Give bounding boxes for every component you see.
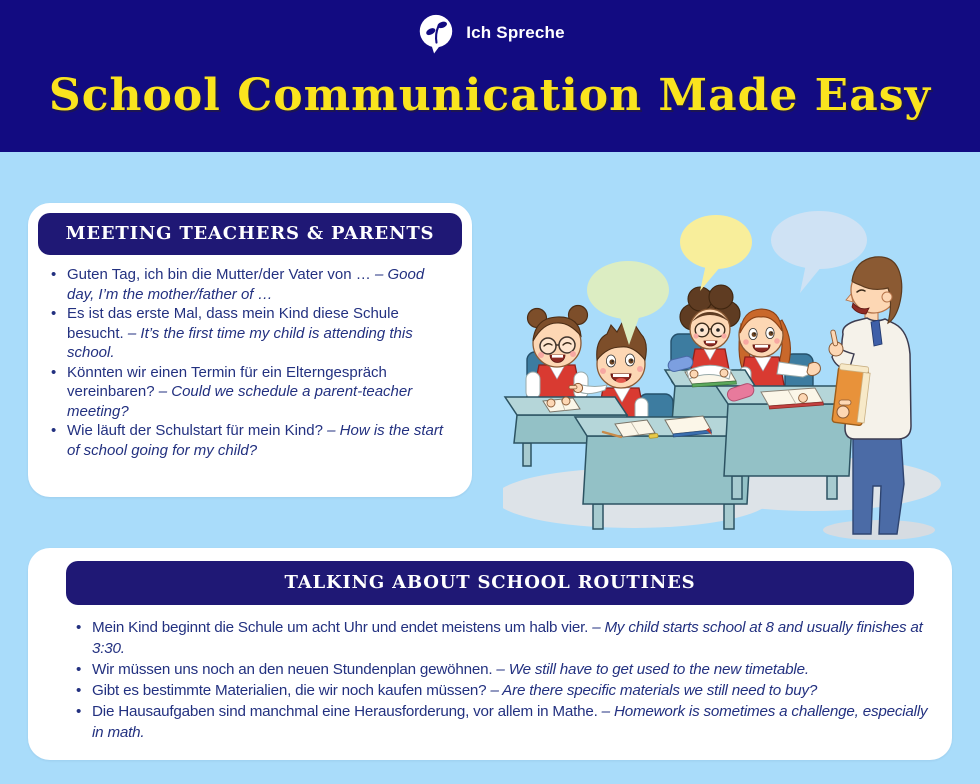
- phrase-list-routines: [28, 609, 952, 743]
- speech-bubble-yellow: [680, 215, 752, 291]
- phrase-item: • Guten Tag, ich bin die Mutter/der Vater von … – Good day, I’m the mother/father of …: [50, 265, 454, 304]
- phrase-item: • Wir müssen uns noch an den neuen Stundenplan gewöhnen. – We still have to get used to the new timetable.: [75, 659, 934, 680]
- phrase-item: • Mein Kind beginnt die Schule um acht Uhr und endet meistens um halb vier. – My child starts school at 8 and usually finishes at 3:30.: [75, 617, 934, 659]
- phrase-item: • Gibt es bestimmte Materialien, die wir noch kaufen müssen? – Are there specific materials we still need to buy?: [75, 680, 934, 701]
- phrase-list-meeting: [28, 261, 472, 460]
- brand-name: Ich Spreche: [466, 23, 565, 42]
- phrase-item: • Die Hausaufgaben sind manchmal eine Herausforderung, vor allem in Mathe. – Homework is sometimes a challenge, especially in math.: [75, 701, 934, 743]
- card-meeting-header: [38, 213, 462, 255]
- header-band: [0, 0, 980, 152]
- phrase-item: • Es ist das erste Mal, dass mein Kind diese Schule besucht. – It’s the first time my child is attending this school.: [50, 304, 454, 363]
- card-meeting-teachers-parents: [28, 203, 472, 497]
- brand-logo: [0, 12, 980, 54]
- card-school-routines: [28, 548, 952, 760]
- speech-bubble-leaf-icon: [415, 12, 457, 54]
- page-title: School Communication Made Easy: [48, 70, 932, 121]
- speech-bubble-green: [587, 261, 669, 345]
- phrase-item: • Wie läuft der Schulstart für mein Kind? – How is the start of school going for my child?: [50, 421, 454, 460]
- card-routines-title: TALKING ABOUT SCHOOL ROUTINES: [284, 572, 696, 593]
- classroom-illustration: [503, 202, 979, 540]
- card-routines-header: [66, 561, 914, 605]
- phrase-item: • Könnten wir einen Termin für ein Elterngespräch vereinbaren? – Could we schedule a parent-teacher meeting?: [50, 363, 454, 422]
- card-meeting-title: MEETING TEACHERS & PARENTS: [65, 223, 435, 244]
- orange-book: [832, 363, 871, 425]
